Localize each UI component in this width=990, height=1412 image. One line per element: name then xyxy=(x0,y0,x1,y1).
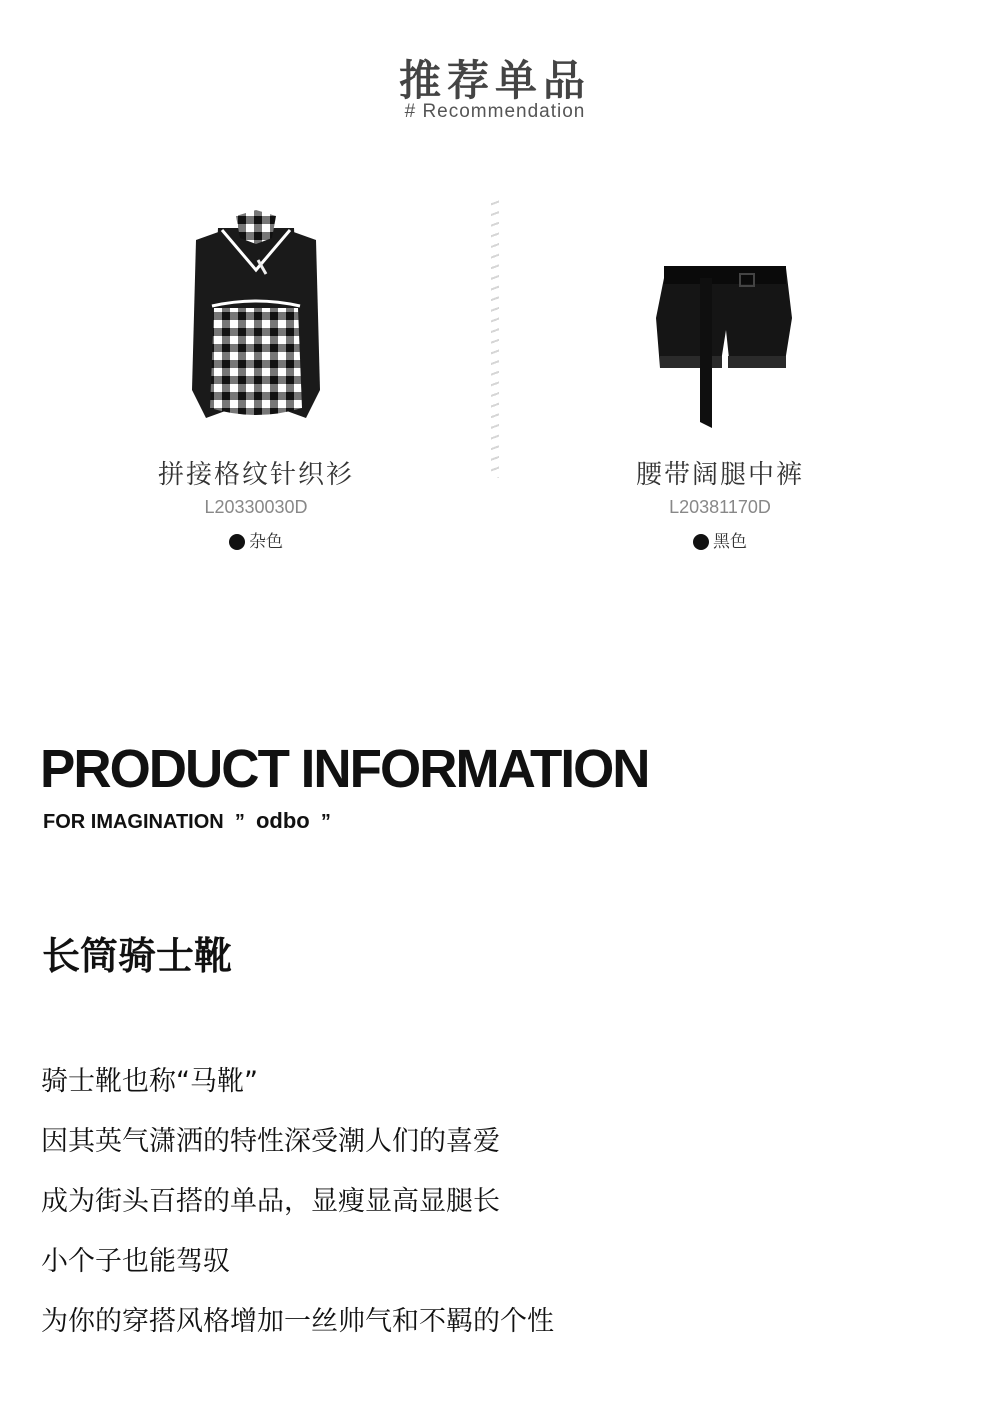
description-line: 为你的穿搭风格增加一丝帅气和不羁的个性 xyxy=(41,1306,554,1337)
vertical-divider xyxy=(491,198,499,478)
color-dot-icon xyxy=(693,534,709,550)
tagline-prefix: FOR IMAGINATION ” xyxy=(43,811,256,833)
description-line: 小个子也能驾驭 xyxy=(41,1246,230,1277)
product-color xyxy=(46,531,466,553)
color-dot-icon xyxy=(229,534,245,550)
brand-tagline xyxy=(43,808,331,834)
item-title: 长筒骑士靴 xyxy=(42,934,233,978)
product-card[interactable] xyxy=(510,200,930,553)
belted-shorts-image[interactable] xyxy=(510,200,930,428)
product-code: L20330030D xyxy=(204,497,308,517)
section-subtitle: # Recommendation xyxy=(404,101,586,122)
plaid-knit-sweater-image[interactable] xyxy=(46,200,466,428)
product-name[interactable]: 拼接格纹针织衫 xyxy=(157,460,354,490)
product-color xyxy=(510,531,930,553)
product-color-label: 黑色 xyxy=(713,532,747,552)
description-line: 骑士靴也称“马靴” xyxy=(41,1066,258,1097)
section-title: 推荐单品 xyxy=(398,56,591,105)
product-name[interactable]: 腰带阔腿中裤 xyxy=(635,460,804,490)
brand-name: odbo xyxy=(255,808,310,833)
product-info-heading: PRODUCT INFORMATION xyxy=(40,739,649,799)
product-code: L20381170D xyxy=(669,497,771,517)
tagline-suffix: ” xyxy=(309,811,331,833)
product-color-label: 杂色 xyxy=(249,532,283,552)
description-line: 因其英气潇洒的特性深受潮人们的喜爱 xyxy=(41,1126,500,1157)
product-card[interactable] xyxy=(46,200,466,553)
description-paragraph xyxy=(41,1052,554,1352)
description-line: 成为街头百搭的单品，显瘦显高显腿长 xyxy=(41,1186,500,1217)
